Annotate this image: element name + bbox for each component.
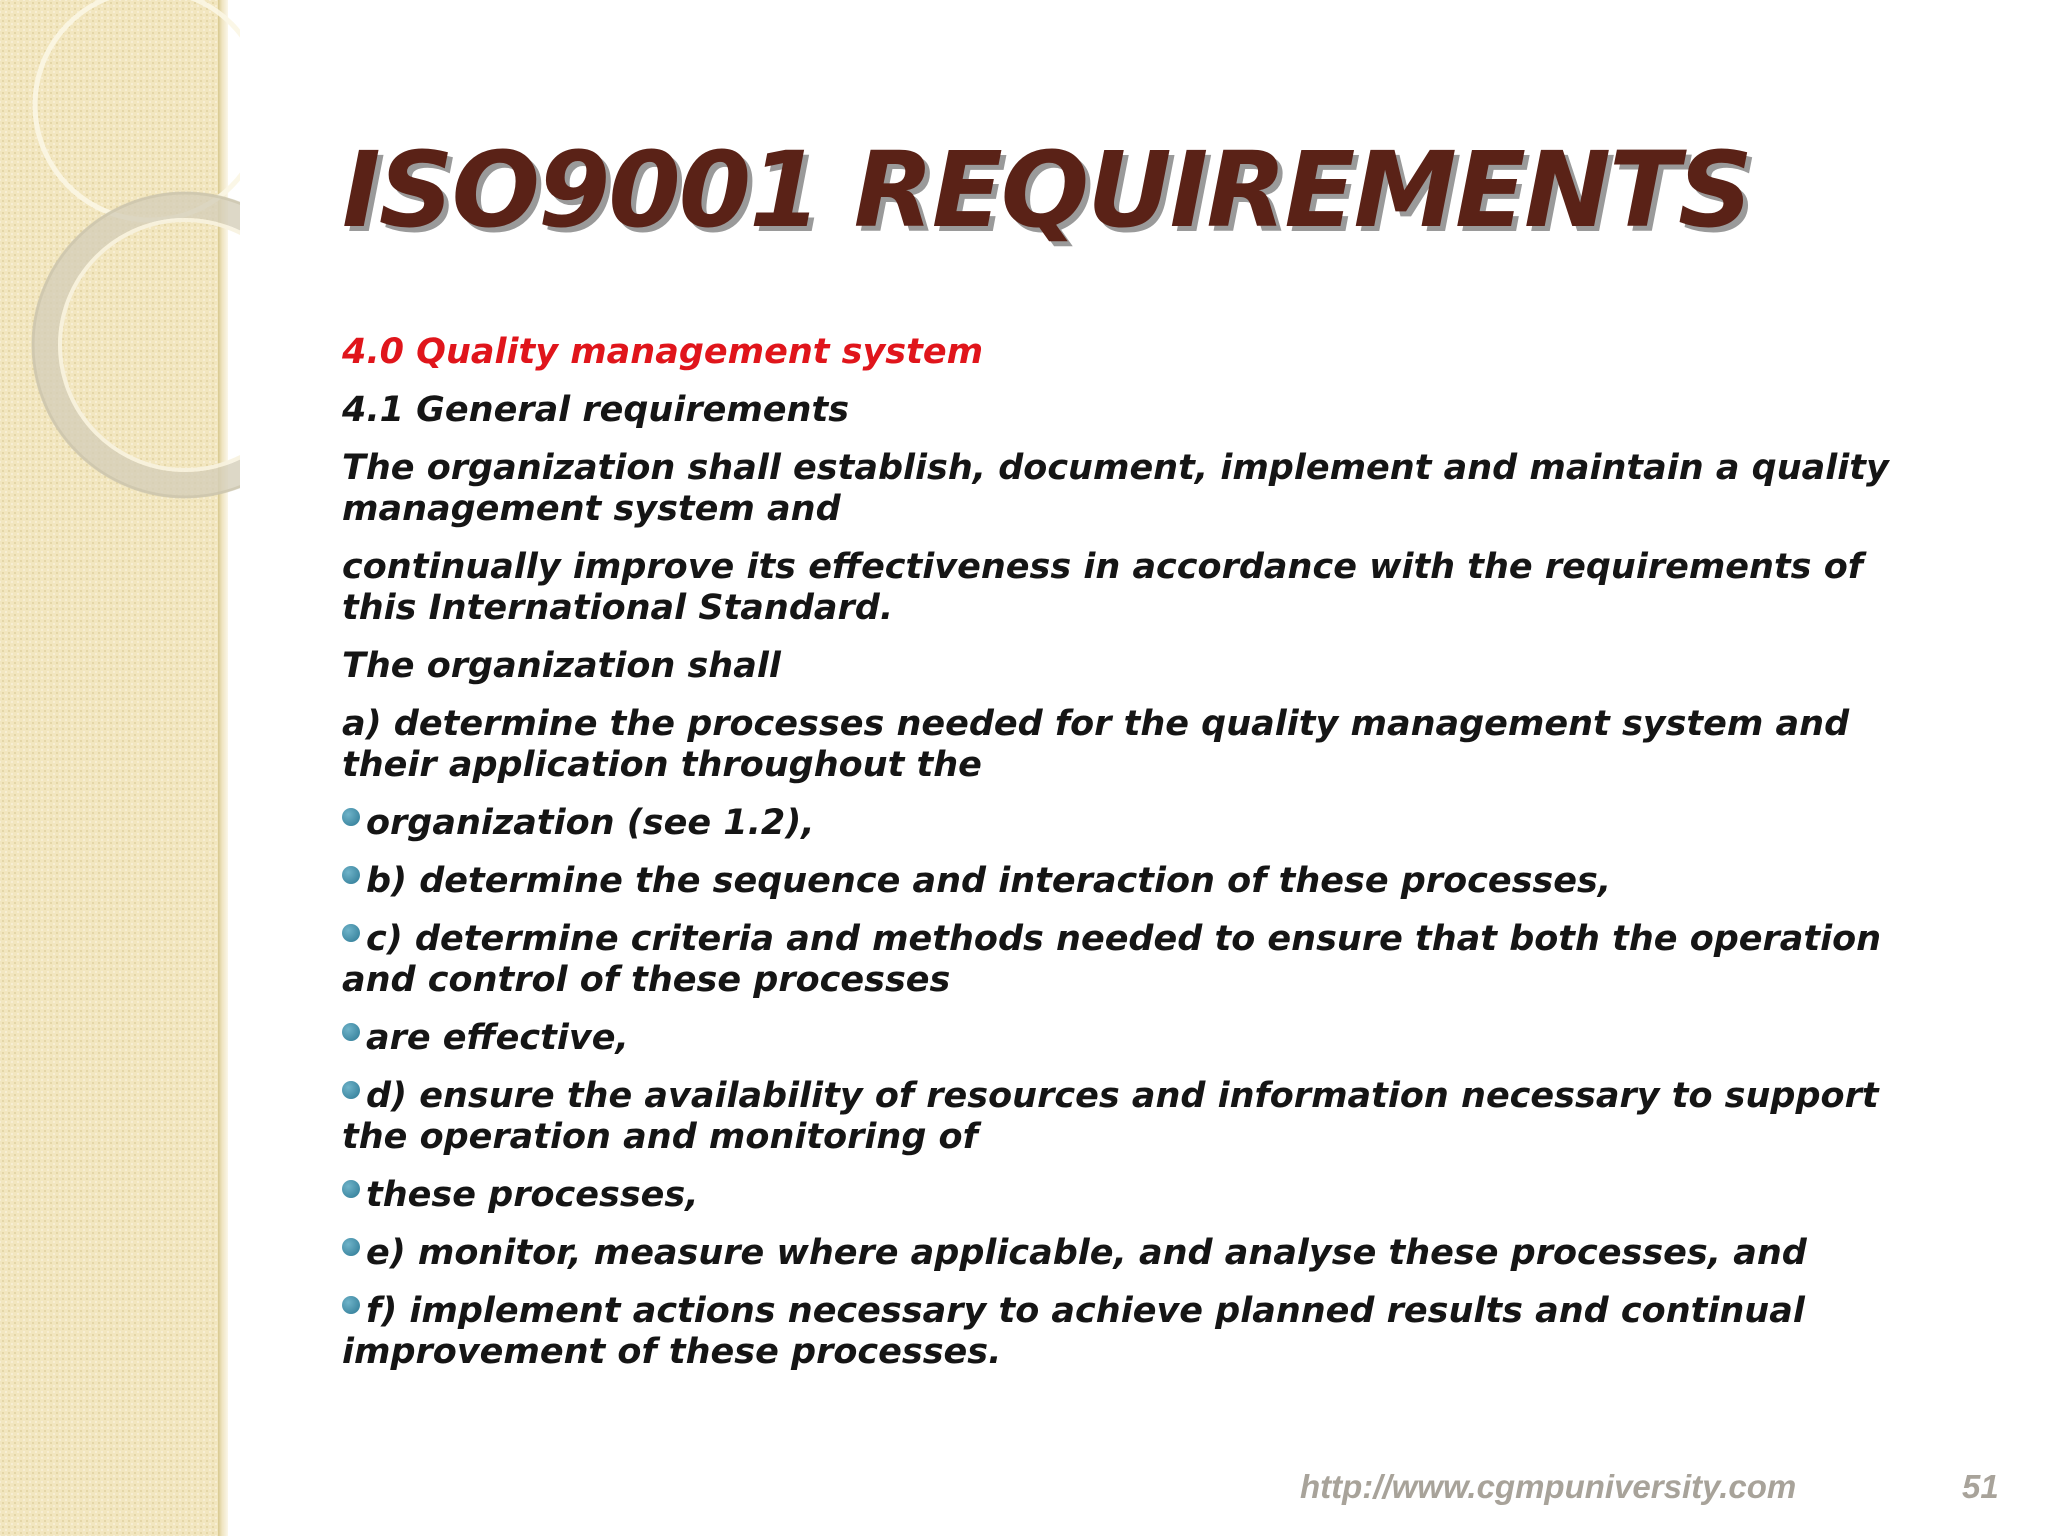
bullet-text: organization (see 1.2), bbox=[366, 803, 815, 843]
ring-decoration-icon bbox=[0, 0, 240, 520]
bullet-text: b) determine the sequence and interaction of these processes, bbox=[366, 861, 1612, 901]
bullet-item bbox=[342, 803, 1902, 844]
round-bullet-icon bbox=[342, 924, 360, 942]
bullet-item bbox=[342, 919, 1902, 1001]
bullet-text: e) monitor, measure where applicable, and analyse these processes, and bbox=[366, 1233, 1807, 1273]
round-bullet-icon bbox=[342, 1238, 360, 1256]
round-bullet-icon bbox=[342, 1023, 360, 1041]
body-paragraph: continually improve its effectiveness in accordance with the requirements of this International Standard. bbox=[342, 547, 1863, 628]
round-bullet-icon bbox=[342, 866, 360, 884]
bullet-item bbox=[342, 1018, 1902, 1059]
section-heading: 4.0 Quality management system bbox=[342, 332, 984, 372]
footer-url: http://www.cgmpuniversity.com bbox=[1300, 1468, 1797, 1505]
body-paragraph: a) determine the processes needed for the quality management system and their application throughout the bbox=[342, 704, 1850, 785]
bullet-text: d) ensure the availability of resources and information necessary to support the operation and monitoring of bbox=[342, 1076, 1879, 1157]
bullet-item bbox=[342, 1291, 1902, 1373]
bullet-item bbox=[342, 1233, 1902, 1274]
bullet-text: are effective, bbox=[366, 1018, 629, 1058]
bullet-text: c) determine criteria and methods needed to ensure that both the operation and control of these processes bbox=[342, 919, 1882, 1000]
round-bullet-icon bbox=[342, 1180, 360, 1198]
round-bullet-icon bbox=[342, 808, 360, 826]
round-bullet-icon bbox=[342, 1081, 360, 1099]
page-number: 51 bbox=[1962, 1468, 1999, 1505]
bullet-item bbox=[342, 1175, 1902, 1216]
bullet-item bbox=[342, 1076, 1902, 1158]
slide-title: ISO9001 REQUIREMENTS bbox=[342, 129, 1751, 251]
bullet-item bbox=[342, 861, 1902, 902]
round-bullet-icon bbox=[342, 1296, 360, 1314]
subsection-heading: 4.1 General requirements bbox=[342, 390, 850, 430]
bullet-text: these processes, bbox=[366, 1175, 699, 1215]
bullet-text: f) implement actions necessary to achieve planned results and continual improvement of these processes. bbox=[342, 1291, 1805, 1372]
body-paragraph: The organization shall establish, document, implement and maintain a quality management system and bbox=[342, 448, 1889, 529]
slide-body bbox=[342, 332, 1902, 1390]
body-paragraph: The organization shall bbox=[342, 646, 781, 686]
